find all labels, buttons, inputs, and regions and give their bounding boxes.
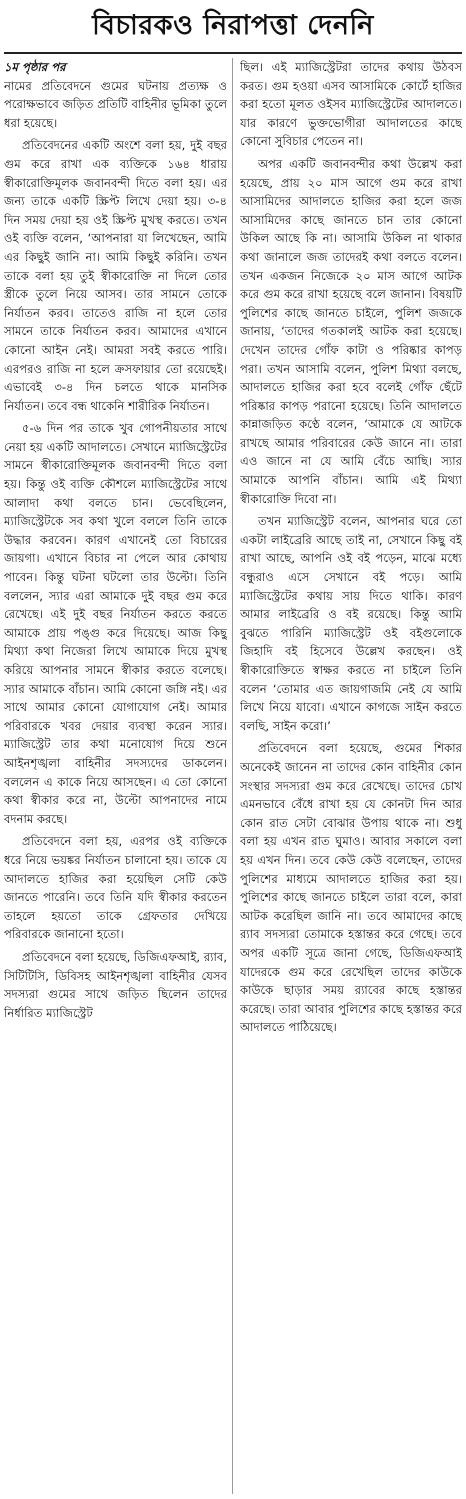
headline-rule <box>4 52 462 54</box>
article-paragraph: ১ম পৃষ্ঠার পর নামের প্রতিবেদনে গুমের ঘটনায় প্রত্যক্ষ ও পরোক্ষভাবে জড়িত প্রতিটি বাহিনীর ভূমিকা তুলে ধরা হয়েছে। <box>4 60 227 130</box>
left-column <box>4 58 227 1494</box>
article-paragraph: প্রতিবেদনে বলা হয়, এরপর ওই ব্যক্তিকে ধরে নিয়ে ভয়ঙ্কর নির্যাতন চালানো হয়। তাকে যে আদালতে হাজির করা হয়েছিল সেটি কেউ জানতে পারেনি। তবে তিনি যদি স্বীকার করতেন তাহলে হয়তো তাকে গ্রেফতার দেখিয়ে পরিবারকে জানানো হতো। <box>4 834 227 942</box>
article-paragraph: ৫-৬ দিন পর তাকে খুব গোপনীয়তার সাথে নেয়া হয় একটি আদালতে। সেখানে ম্যাজিস্ট্রেটের সামনে স্বীকারোক্তিমূলক জবানবন্দী দিতে বলা হয়। কিন্তু ওই ব্যক্তি কৌশলে ম্যাজিস্ট্রেটের সাথে আলাদা কথা বলতে চান। ভেবেছিলেন, ম্যাজিস্ট্রেটকে সব কথা খুলে বললে তিনি তাকে উদ্ধার করবেন। কারণ এখানেই তো বিচারের জায়গা। এখানে বিচার না পেলে আর কোথায় পাবেন। কিন্তু ঘটনা ঘটলো তার উল্টো। তিনি বললেন, স্যার এরা আমাকে দুই বছর গুম করে রেখেছে। এই দুই বছর নির্যাতন করতে করতে আমাকে প্রায় পঙ্গু করে দিয়েছে। আজ কিছু মিথ্যা কথা নিজেরা লিখে আমাকে দিয়ে মুখস্থ করিয়ে আপনার সামনে স্বীকার করতে বলেছে। স্যার আমাকে বাঁচান। আমি কোনো জঙ্গি নই। এর সাথে আমার কোনো যোগাযোগ নেই। আমার পরিবারকে খবর দেয়ার ব্যবস্থা করেন স্যার। ম্যাজিস্ট্রেট তার কথা মনোযোগ দিয়ে শুনে আইনশৃঙ্খলা বাহিনীর সদস্যদের ডাকলেন। বললেন এ কাকে নিয়ে আসছেন। এ তো কোনো কথা স্বীকার করে না, উল্টো আপনাদের নামে বদনাম করছে। <box>4 421 227 826</box>
continued-marker: ১ম পৃষ্ঠার পর <box>4 60 66 74</box>
headline: বিচারকও নিরাপত্তা দেননি <box>92 10 374 41</box>
column-divider <box>232 58 233 1494</box>
article-paragraph: তখন ম্যাজিস্ট্রেট বলেন, আপনার ঘরে তো একটা লাইব্রেরি আছে তাই না, সেখানে কিছু বই রাখা আছে, আপনি ওই বই পড়েন, মাঝে মধ্যে বন্ধুরাও এসে সেখানে বই পড়ে। আমি ম্যাজিস্ট্রেটের কথায় সায় দিতে থাকি। কারণ আমার লাইব্রেরি ও বই রয়েছে। কিন্তু আমি বুঝতে পারিনি ম্যাজিস্ট্রেট ওই বইগুলোকে জিহাদি বই হিসেবে উল্লেখ করছেন। ওই স্বীকারোক্তিতে স্বাক্ষর করতে না চাইলে তিনি বলেন ‘তোমার এত জায়গাজমি নেই যে আমি লিখে নিয়ে যাবো। এখানে কাগজে সাইন করতে বলছি, সাইন করো।’ <box>240 514 462 733</box>
right-column <box>240 58 462 1494</box>
article-paragraph: অপর একটি জবানবন্দীর কথা উল্লেখ করা হয়েছে, প্রায় ২০ মাস আগে গুম করে রাখা আসামিদের আদালতে হাজির করা হলে জজ আসামিদের কাছে জানতে চান তার কোনো উকিল আছে কি না। আসামি উকিল না থাকার কথা জানালে জজ তাদেরই কথা বলতে বলেন। তখন একজন নিজেকে ২০ মাস আগে আটক করে গুম করে রাখা হয়েছে বলে জানান। বিষয়টি পুলিশের কাছে জানতে চাইলে, পুলিশ জজকে জানায়, ‘তাদের গতকালই আটক করা হয়েছে। দেখেন তাদের গোঁফ কাটা ও পরিষ্কার কাপড় পরা। তখন আসামি বলেন, পুলিশ মিথ্যা বলছে, আদালতে হাজির করা হবে বলেই গোঁফ ছেঁটে পরিষ্কার কাপড় পরানো হয়েছে। তিনি আদালতে কান্নাজড়িত কণ্ঠে বলেন, ‘আমাকে যে আটকে রাখছে আমার পরিবারের কেউ জানে না। তারা এও জানে না যে আমি বেঁচে আছি। স্যার আমাকে আপনি বাঁচান। আমি এই মিথ্যা স্বীকারোক্তি দিবো না। <box>240 156 462 506</box>
article-paragraph: প্রতিবেদনে বলা হয়েছে, গুমের শিকার অনেকেই জানেন না তাদের কোন বাহিনীর কোন সংস্থার সদস্যরা গুম করে রেখেছে। তাদের চোখ এমনভাবে বেঁধে রাখা হয় যে কোনটা দিন আর কোন রাত সেটা বোঝার উপায় থাকে না। শুধু বলা হয় এখন রাত ঘুমাও। আবার সকালে বলা হয় এখন দিন। তবে কেউ কেউ বলেছেন, তাদের পুলিশের মাধ্যমে আদালতে হাজির করা হয়। পুলিশের কাছে জানতে চাইলে তারা বলে, কারা আটক করেছিল জানি না। তবে আমাদের কাছে র‍্যাব সদস্যরা তোমাকে হস্তান্তর করে গেছে। তবে অপর একটি সূত্রে জানা গেছে, ডিজিএফআই যাদেরকে গুম করে রেখেছিল তাদের কাউকে কাউকে ছাড়ার সময় র‍্যাবের কাছে হস্তান্তর করেছে। তারা আবার পুলিশের কাছে হস্তান্তর করে আদালতে পাঠিয়েছে। <box>240 741 462 1035</box>
article-paragraph: প্রতিবেদনের একটি অংশে বলা হয়, দুই বছর গুম করে রাখা এক ব্যক্তিকে ১৬৪ ধারায় স্বীকারোক্তিমূলক জবানবন্দী দিতে বলা হয়। এর জন্য তাকে একটি স্ক্রিপ্ট লিখে দেয়া হয়। ৩-৪ দিন সময় দেয়া হয় ওই স্ক্রিপ্ট মুখস্থ করতে। তখন ওই ব্যক্তি বলেন, ‘আপনারা যা লিখেছেন, আমি এর কিছুই জানি না। আমি কিছুই করিনি। তখন তাকে বলা হয় তুই স্বীকারোক্তি না দিলে তোর স্ত্রীকে তুলে নিয়ে আসব। তার সামনে তোকে নির্যাতন করব। তাতেও রাজি না হলে তোর সামনে তাকে নির্যাতন করব। আমাদের এখানে কোনো আইন নেই। আমরা সবই করতে পারি। এরপরও রাজি না হলে ক্রসফায়ার তো রয়েছেই। এভাবেই ৩-৪ দিন চলতে থাকে মানসিক নির্যাতন। তবে বন্ধ থাকেনি শারীরিক নির্যাতন। <box>4 138 227 413</box>
article-paragraph: প্রতিবেদনে বলা হয়েছে, ডিজিএফআই, র‍্যাব, সিটিটিসি, ডিবিসহ আইনশৃঙ্খলা বাহিনীর যেসব সদস্যরা গুমের সাথে জড়িত ছিলেন তাদের নির্ধারিত ম্যাজিস্ট্রেট <box>4 949 227 1020</box>
article-paragraph: ছিল। এই ম্যাজিস্ট্রেটরা তাদের কথায় উঠবস করত। গুম হওয়া এসব আসামিকে কোর্টে হাজির করা হতো মূলত ওইসব ম্যাজিস্ট্রেটের আদালতে। যার কারণে ভুক্তভোগীরা আদালতের কাছে কোনো সুবিচার পেতেন না। <box>240 60 462 149</box>
